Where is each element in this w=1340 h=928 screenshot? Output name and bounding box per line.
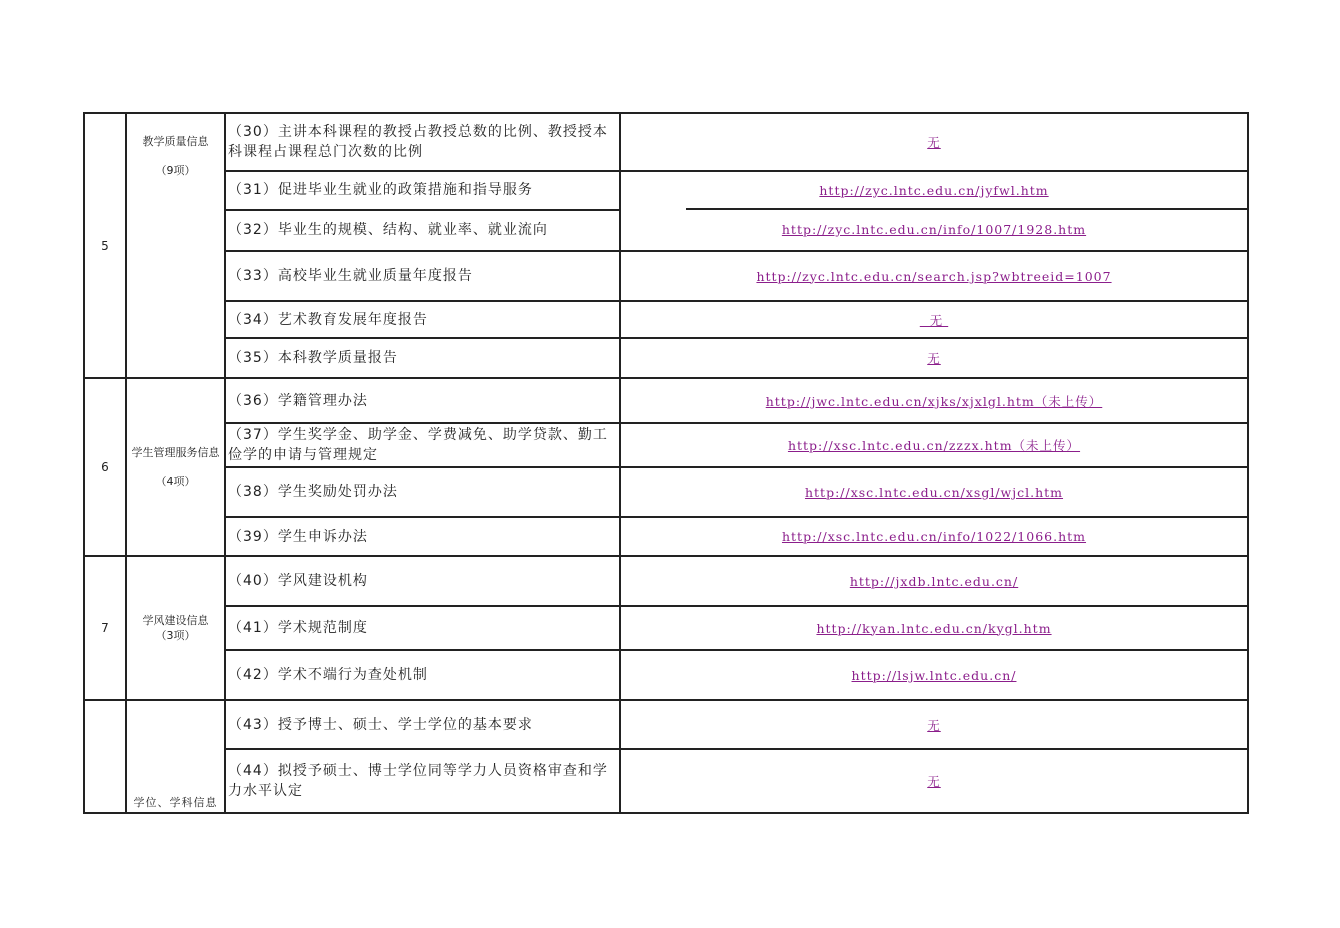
- item-link-cell: [620, 517, 1248, 556]
- item-link-cell: [620, 423, 1248, 467]
- item-label: （44）拟授予硕士、博士学位同等学力人员资格审查和学力水平认定: [225, 749, 620, 813]
- item-label: （42）学术不端行为查处机制: [225, 650, 620, 700]
- item-label: （38）学生奖励处罚办法: [225, 467, 620, 517]
- group-category: [126, 378, 225, 556]
- item-link[interactable]: http://lsjw.lntc.edu.cn/: [851, 667, 1017, 683]
- item-link-cell: [620, 301, 1248, 338]
- item-link-cell: [620, 251, 1248, 301]
- table-row: [84, 423, 1248, 467]
- item-link-cell: [620, 171, 1248, 251]
- item-label: （30）主讲本科课程的教授占教授总数的比例、教授授本科课程占课程总门次数的比例: [225, 113, 620, 171]
- group-number: 5: [84, 113, 126, 378]
- item-link-cell: [620, 378, 1248, 423]
- table-row: [84, 556, 1248, 606]
- item-link-cell: [620, 467, 1248, 517]
- item-label: （37）学生奖学金、助学金、学费减免、助学贷款、勤工俭学的申请与管理规定: [225, 423, 620, 467]
- group-number: 7: [84, 556, 126, 700]
- table-row: [84, 113, 1248, 171]
- item-link[interactable]: http://xsc.lntc.edu.cn/zzzx.htm（未上传）: [787, 438, 1081, 453]
- row-divider: [686, 208, 1249, 210]
- item-link[interactable]: http://zyc.lntc.edu.cn/info/1007/1928.htm: [781, 222, 1087, 237]
- table-row: [84, 606, 1248, 650]
- item-link[interactable]: http://xsc.lntc.edu.cn/info/1022/1066.htm: [781, 529, 1087, 544]
- item-link-cell: [620, 650, 1248, 700]
- item-link[interactable]: 无: [919, 312, 949, 328]
- table-row: [84, 251, 1248, 301]
- item-link-cell: [620, 606, 1248, 650]
- item-label: （36）学籍管理办法: [225, 378, 620, 423]
- item-label: （40）学风建设机构: [225, 556, 620, 606]
- item-label: （39）学生申诉办法: [225, 517, 620, 556]
- category-name: 学位、学科信息: [133, 796, 218, 809]
- item-label: （31）促进毕业生就业的政策措施和指导服务: [225, 171, 620, 210]
- item-link[interactable]: http://xsc.lntc.edu.cn/xsgl/wjcl.htm: [804, 484, 1064, 500]
- item-link[interactable]: http://zyc.lntc.edu.cn/search.jsp?wbtreeid=1007: [756, 268, 1112, 284]
- category-name: 学风建设信息: [142, 614, 209, 627]
- item-link-cell: [620, 338, 1248, 378]
- item-label: （43）授予博士、硕士、学士学位的基本要求: [225, 700, 620, 749]
- item-link[interactable]: 无: [927, 717, 941, 733]
- item-link[interactable]: http://jxdb.lntc.edu.cn/: [849, 573, 1019, 589]
- table-row: [84, 467, 1248, 517]
- item-link-cell: [620, 113, 1248, 171]
- item-link-cell: [620, 700, 1248, 749]
- table-row: [84, 301, 1248, 338]
- category-count: （3项）: [155, 629, 196, 642]
- item-link[interactable]: http://kyan.lntc.edu.cn/kygl.htm: [816, 620, 1052, 636]
- item-link[interactable]: http://zyc.lntc.edu.cn/jyfwl.htm: [819, 183, 1049, 198]
- group-number: 6: [84, 378, 126, 556]
- item-label: （35）本科教学质量报告: [225, 338, 620, 378]
- category-count: （4项）: [155, 475, 196, 488]
- item-link-cell: [620, 556, 1248, 606]
- table-row: [84, 650, 1248, 700]
- item-link-cell: [620, 749, 1248, 813]
- item-link[interactable]: 无: [927, 351, 941, 366]
- disclosure-table: [83, 112, 1249, 814]
- group-category: [126, 556, 225, 700]
- item-link[interactable]: http://jwc.lntc.edu.cn/xjks/xjxlgl.htm（未上传）: [765, 393, 1103, 409]
- item-label: （41）学术规范制度: [225, 606, 620, 650]
- item-label: （34）艺术教育发展年度报告: [225, 301, 620, 338]
- item-link[interactable]: 无: [927, 774, 941, 789]
- item-label: （33）高校毕业生就业质量年度报告: [225, 251, 620, 301]
- item-link[interactable]: 无: [927, 135, 941, 150]
- table-row: [84, 378, 1248, 423]
- category-count: （9项）: [155, 164, 196, 177]
- category-name: 教学质量信息: [142, 135, 209, 148]
- table-row: [84, 338, 1248, 378]
- group-number: [84, 700, 126, 813]
- group-category: [126, 113, 225, 378]
- table-row: [84, 171, 1248, 210]
- table-row: [84, 700, 1248, 749]
- table-row: [84, 749, 1248, 813]
- group-category: [126, 700, 225, 813]
- table-row: [84, 517, 1248, 556]
- category-name: 学生管理服务信息: [131, 446, 220, 459]
- item-label: （32）毕业生的规模、结构、就业率、就业流向: [225, 210, 620, 251]
